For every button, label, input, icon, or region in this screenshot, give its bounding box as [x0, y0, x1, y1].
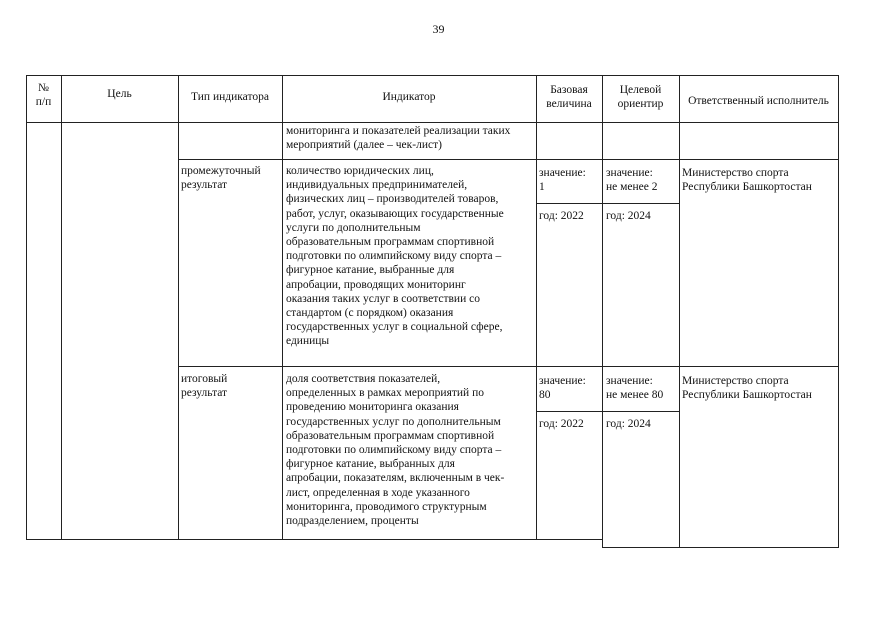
text-line: значение: — [606, 375, 653, 387]
col-divider-3 — [282, 75, 283, 540]
text-line: Министерство спорта — [682, 167, 789, 179]
header-indicator: Индикатор — [382, 91, 436, 103]
text-line: работ, услуг, оказывающих государственные — [286, 207, 504, 220]
col-divider-6 — [679, 75, 680, 548]
header-number — [26, 81, 61, 109]
col-divider-1 — [61, 75, 62, 540]
header-target-line1: Целевой — [619, 84, 662, 96]
text-line: проведению мониторинга оказания — [286, 401, 459, 414]
table-border-left — [26, 75, 27, 540]
text-line: физических лиц – производителей товаров, — [286, 193, 499, 206]
header-bottom-line — [26, 122, 839, 123]
header-target-line2: ориентир — [617, 98, 664, 111]
text-line: мониторинга, проводимого структурным — [286, 500, 487, 513]
col-divider-4 — [536, 75, 537, 540]
col-divider-2 — [178, 75, 179, 540]
text-line: подготовки по олимпийскому виду спорта – — [286, 250, 502, 263]
header-target — [602, 83, 679, 111]
text-line: мониторинга и показателей реализации таких — [286, 125, 511, 137]
row3-bottom-line-left — [26, 539, 602, 540]
row2-base-year: год: 2022 — [539, 210, 584, 222]
text-line: лист, определенная в ходе указанного — [286, 486, 470, 499]
indicators-table — [26, 75, 839, 547]
text-line: доля соответствия показателей, — [286, 373, 441, 385]
header-number-line2: п/п — [35, 96, 52, 109]
row3-target-year: год: 2024 — [606, 418, 651, 430]
text-line: государственных услуг в социальной сфере, — [286, 321, 503, 334]
text-line: апробации, показателям, включенным в чек- — [286, 472, 505, 485]
row2-subline-base — [536, 203, 679, 204]
col-divider-5 — [602, 75, 603, 548]
table-border-top — [26, 75, 839, 76]
text-line: 1 — [539, 181, 545, 194]
text-line: результат — [181, 387, 228, 400]
text-line: результат — [181, 179, 228, 192]
row1-bottom-line — [178, 159, 839, 160]
row3-indicator — [286, 372, 504, 528]
header-base-line2: величина — [546, 98, 592, 111]
text-line: государственных услуг по дополнительным — [286, 415, 501, 428]
text-line: промежуточный — [181, 165, 261, 177]
text-line: значение: — [606, 167, 653, 179]
header-base-line1: Базовая — [550, 84, 588, 96]
row1-indicator — [286, 124, 510, 152]
text-line: апробации, проводящих мониторинг — [286, 278, 466, 291]
row3-target-value — [606, 374, 663, 402]
header-goal: Цель — [107, 88, 132, 100]
row3-subline-base — [536, 411, 679, 412]
text-line: единицы — [286, 335, 330, 348]
page-number: 39 — [432, 22, 445, 36]
row2-target-value — [606, 166, 658, 194]
text-line: фигурное катание, выбранные для — [286, 264, 455, 277]
row2-indicator-type — [181, 164, 261, 192]
text-line: значение: — [539, 375, 586, 387]
text-line: Министерство спорта — [682, 375, 789, 387]
text-line: определенных в рамках мероприятий по — [286, 387, 484, 400]
text-line: мероприятий (далее – чек-лист) — [286, 139, 442, 152]
row2-indicator — [286, 164, 504, 349]
row3-indicator-type — [181, 372, 227, 400]
text-line: услуги по дополнительным — [286, 221, 421, 234]
row3-base-year: год: 2022 — [539, 418, 584, 430]
text-line: подразделением, проценты — [286, 515, 419, 528]
row2-responsible — [682, 166, 812, 194]
row3-base-value — [539, 374, 586, 402]
text-line: 80 — [539, 389, 551, 402]
text-line: индивидуальных предпринимателей, — [286, 179, 468, 192]
table-border-right — [838, 75, 839, 548]
text-line: образовательным программам спортивной — [286, 236, 495, 249]
text-line: подготовки по олимпийскому виду спорта – — [286, 444, 502, 457]
row2-base-value — [539, 166, 586, 194]
text-line: Республики Башкортостан — [682, 389, 812, 402]
text-line: итоговый — [181, 373, 228, 385]
header-number-line1: № — [38, 82, 49, 94]
row2-bottom-line — [178, 366, 839, 367]
header-indicator-type: Тип индикатора — [191, 91, 269, 103]
header-base-value — [536, 83, 602, 111]
text-line: Республики Башкортостан — [682, 181, 812, 194]
text-line: количество юридических лиц, — [286, 165, 434, 177]
text-line: стандартом (с порядком) оказания — [286, 307, 454, 320]
row3-bottom-line-right — [602, 547, 839, 548]
text-line: образовательным программам спортивной — [286, 429, 495, 442]
text-line: не менее 80 — [606, 389, 664, 402]
text-line: значение: — [539, 167, 586, 179]
text-line: не менее 2 — [606, 181, 658, 194]
text-line: оказания таких услуг в соответствии со — [286, 292, 480, 305]
row2-target-year: год: 2024 — [606, 210, 651, 222]
text-line: фигурное катание, выбранных для — [286, 458, 455, 471]
header-responsible: Ответственный исполнитель — [688, 95, 829, 107]
row3-responsible — [682, 374, 812, 402]
